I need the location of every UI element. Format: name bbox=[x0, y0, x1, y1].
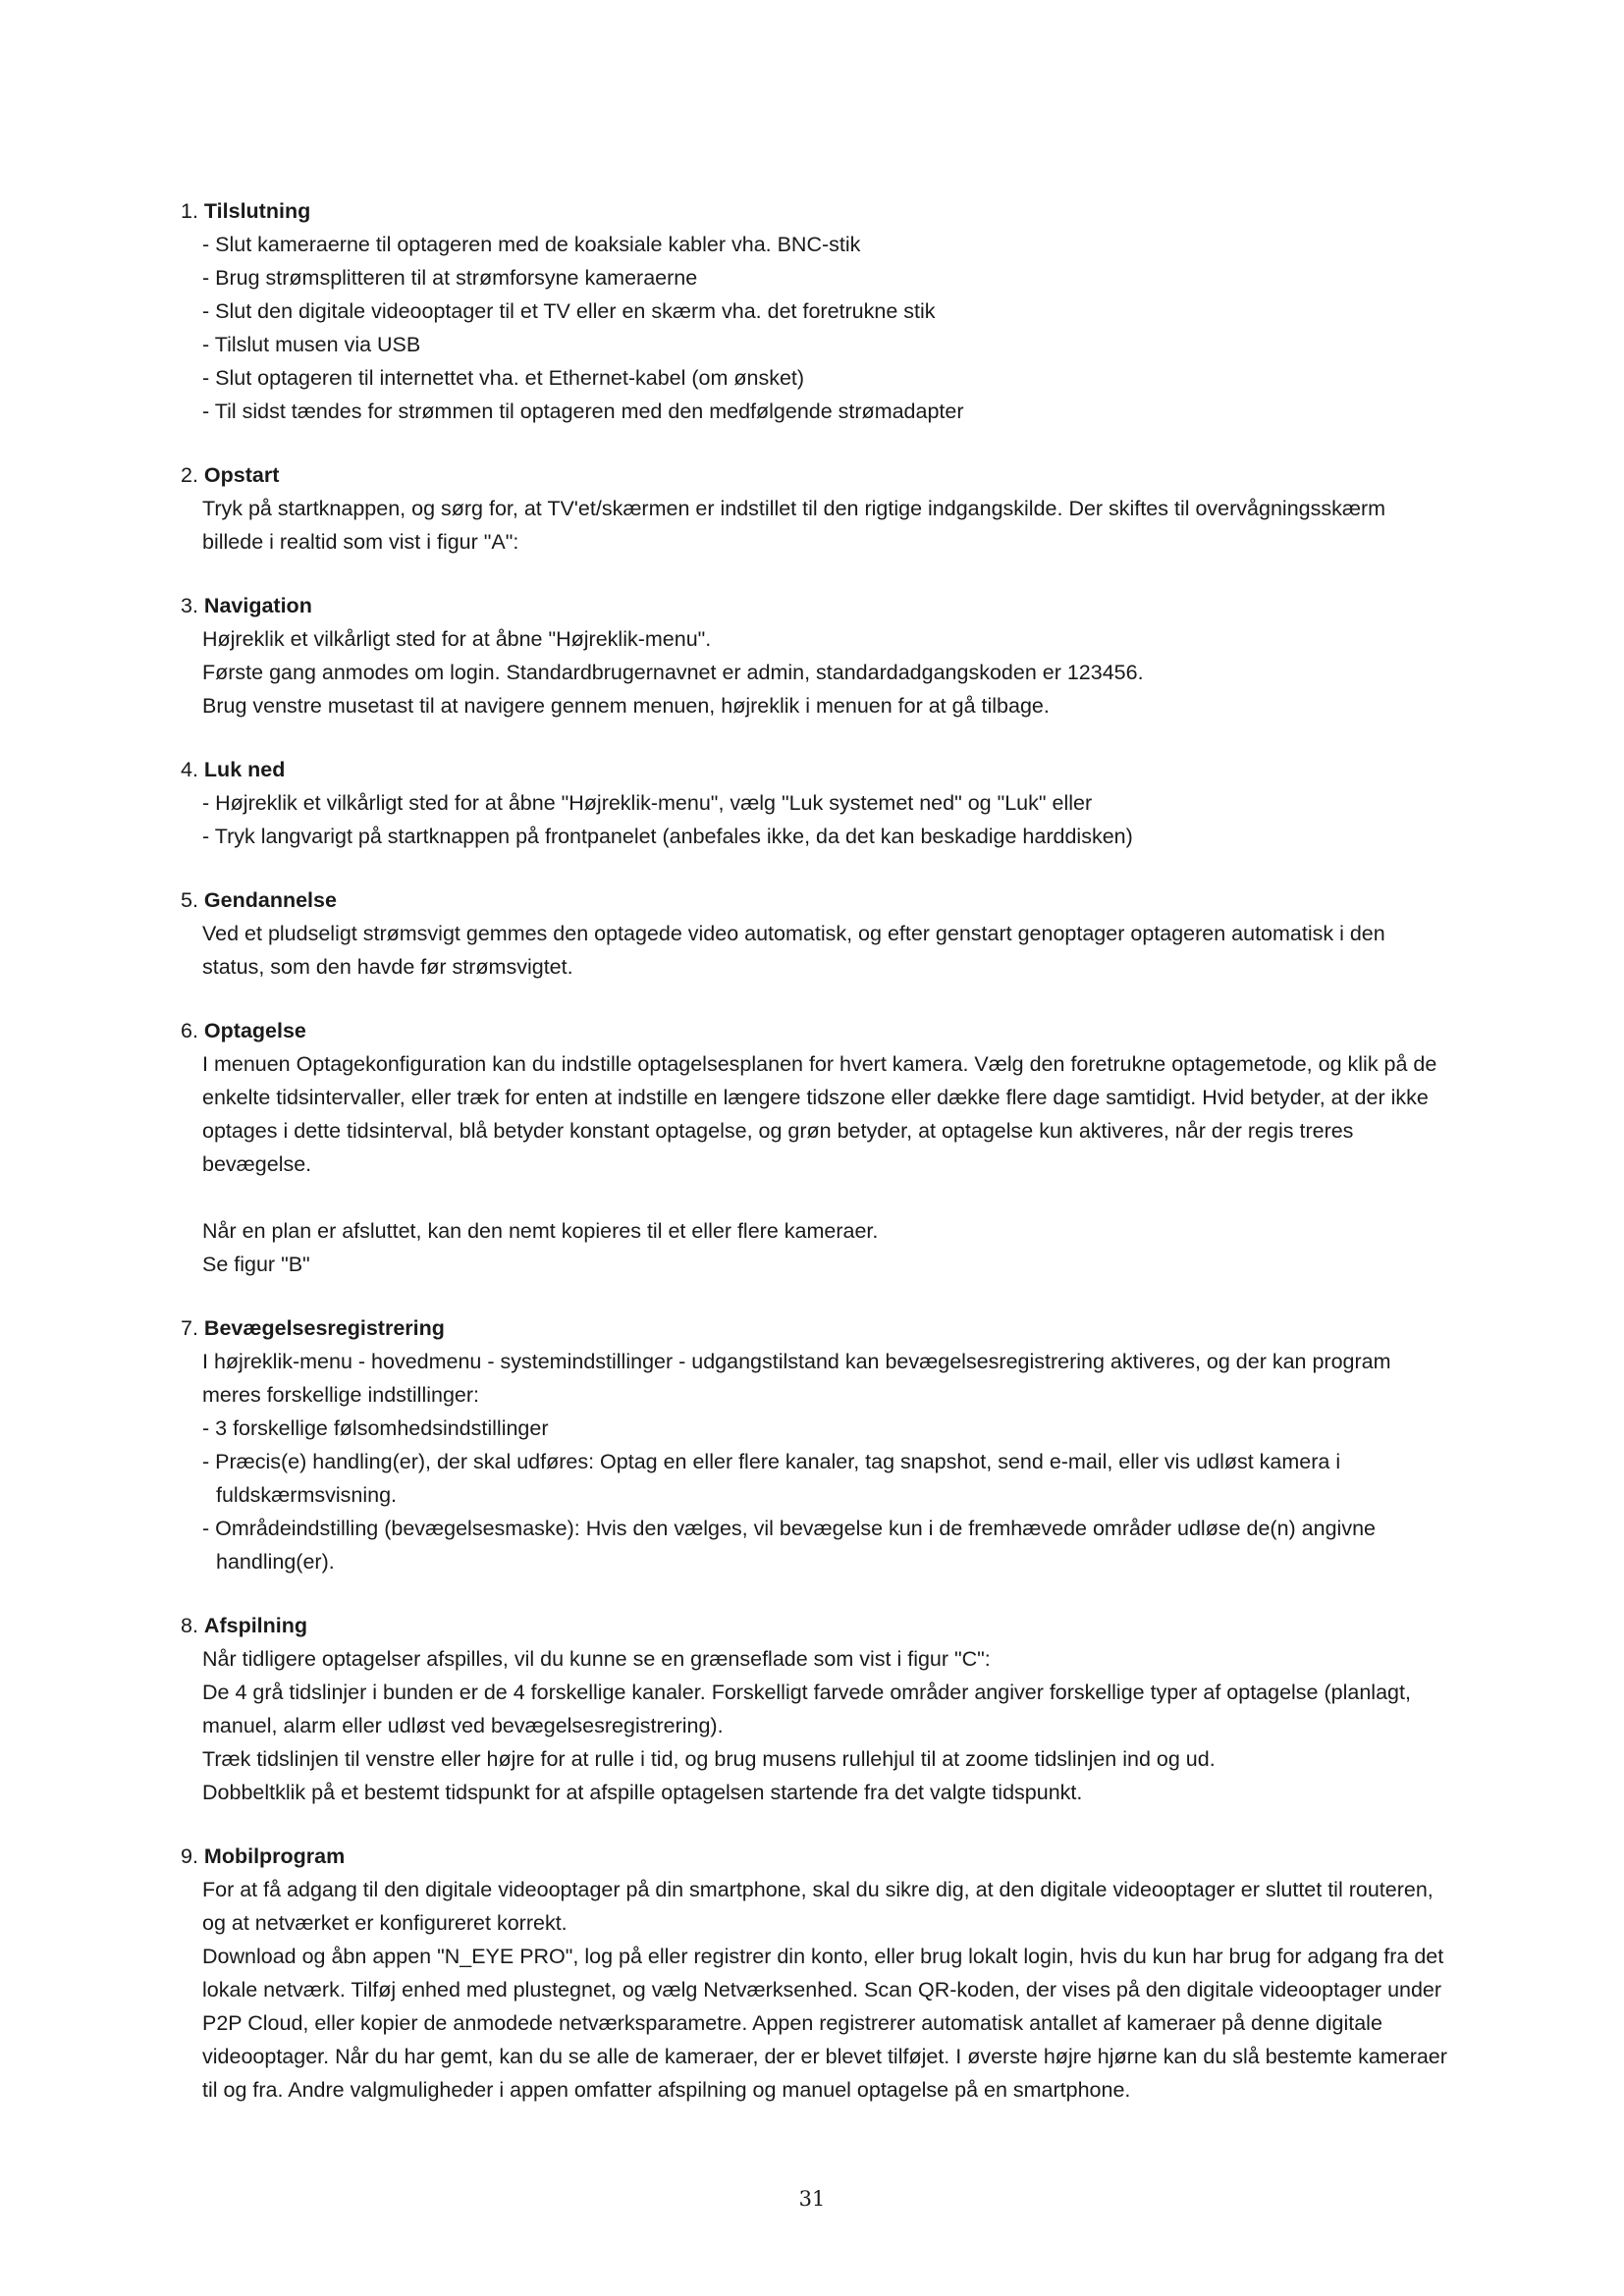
section-title: Navigation bbox=[203, 594, 312, 617]
section-heading bbox=[181, 753, 1447, 786]
paragraph: For at få adgang til den digitale videooptager på din smartphone, skal du sikre dig, at den digitale videooptager er sluttet til routeren, og at netværket er konfigureret korrekt. bbox=[202, 1878, 1434, 1935]
section-content bbox=[181, 917, 1447, 984]
section-heading bbox=[181, 589, 1447, 622]
section-title: Luk ned bbox=[203, 758, 286, 781]
section-5 bbox=[181, 883, 1447, 984]
section-1 bbox=[181, 194, 1447, 428]
section-title: Bevægelsesregistrering bbox=[203, 1316, 445, 1340]
page-number: 31 bbox=[798, 2187, 826, 2211]
paragraph: Download og åbn appen "N_EYE PRO", log på eller registrer din konto, eller brug lokalt login, hvis du kun har brug for adgang fra det lokale netværk. Tilføj enhed med plustegnet, og vælg Netværksenhed. Scan QR-koden, der vises på den digitale videooptager under P2P Cloud, eller kopier de anmodede netværksparametre. Appen registrerer automatisk antallet af kameraer på denne digitale videooptager. Når du har gemt, kan du se alle de kameraer, der er blevet tilføjet. I øverste højre hjørne kan du slå bestemte kameraer til og fra. Andre valgmuligheder i appen omfatter afspilning og manuel optagelse på en smartphone. bbox=[202, 1945, 1447, 2102]
section-number: 4. bbox=[181, 758, 198, 781]
section-content bbox=[181, 1642, 1447, 1809]
bullet-item: - Højreklik et vilkårligt sted for at åbne "Højreklik-menu", vælg "Luk systemet ned" og "Luk" eller bbox=[202, 791, 1093, 815]
bullet-item: - Tryk langvarigt på startknappen på frontpanelet (anbefales ikke, da det kan beskadige harddisken) bbox=[202, 825, 1133, 848]
paragraph: Se figur "B" bbox=[202, 1253, 310, 1276]
section-9 bbox=[181, 1840, 1447, 2107]
bullet-item: - 3 forskellige følsomhedsindstillinger bbox=[202, 1416, 549, 1440]
section-number: 8. bbox=[181, 1614, 198, 1637]
section-heading bbox=[181, 1014, 1447, 1047]
bullet-item: - Til sidst tændes for strømmen til optageren med den medfølgende strømadapter bbox=[202, 400, 964, 423]
section-number: 5. bbox=[181, 888, 198, 912]
paragraph: Højreklik et vilkårligt sted for at åbne "Højreklik-menu". bbox=[202, 627, 712, 651]
section-title: Afspilning bbox=[203, 1614, 308, 1637]
section-content bbox=[181, 1345, 1447, 1578]
section-title: Gendannelse bbox=[203, 888, 337, 912]
paragraph-gap bbox=[202, 1181, 1447, 1214]
section-8 bbox=[181, 1609, 1447, 1809]
document-body bbox=[181, 194, 1447, 2137]
bullet-item: - Slut kameraerne til optageren med de koaksiale kabler vha. BNC-stik bbox=[202, 233, 861, 256]
paragraph: Træk tidslinjen til venstre eller højre for at rulle i tid, og brug musens rullehjul til at zoome tidslinjen ind og ud. bbox=[202, 1747, 1216, 1771]
paragraph: Når tidligere optagelser afspilles, vil du kunne se en grænseflade som vist i figur "C": bbox=[202, 1647, 991, 1671]
section-content bbox=[181, 492, 1447, 559]
section-title: Mobilprogram bbox=[203, 1844, 346, 1868]
bullet-item: - Slut optageren til internettet vha. et Ethernet-kabel (om ønsket) bbox=[202, 366, 805, 390]
section-content bbox=[181, 786, 1447, 853]
section-number: 1. bbox=[181, 199, 198, 223]
paragraph: Dobbeltklik på et bestemt tidspunkt for at afspille optagelsen startende fra det valgte tidspunkt. bbox=[202, 1781, 1083, 1804]
section-number: 6. bbox=[181, 1019, 198, 1042]
section-title: Opstart bbox=[203, 463, 280, 487]
section-content bbox=[181, 622, 1447, 722]
paragraph: I højreklik-menu - hovedmenu - systemindstillinger - udgangstilstand kan bevægelsesregistrering aktiveres, og der kan program meres forskellige indstillinger: bbox=[202, 1350, 1391, 1407]
section-7 bbox=[181, 1311, 1447, 1578]
section-title: Optagelse bbox=[203, 1019, 306, 1042]
section-title: Tilslutning bbox=[203, 199, 311, 223]
section-heading bbox=[181, 1609, 1447, 1642]
section-number: 3. bbox=[181, 594, 198, 617]
section-heading bbox=[181, 883, 1447, 917]
section-number: 9. bbox=[181, 1844, 198, 1868]
section-3 bbox=[181, 589, 1447, 722]
section-content bbox=[181, 1047, 1447, 1281]
bullet-item: - Brug strømsplitteren til at strømforsyne kameraerne bbox=[202, 266, 698, 290]
section-2 bbox=[181, 458, 1447, 559]
paragraph: Første gang anmodes om login. Standardbrugernavnet er admin, standardadgangskoden er 123456. bbox=[202, 661, 1144, 684]
paragraph: De 4 grå tidslinjer i bunden er de 4 forskellige kanaler. Forskelligt farvede områder angiver forskellige typer af optagelse (planlagt, manuel, alarm eller udløst ved bevægelsesregistrering). bbox=[202, 1681, 1411, 1737]
paragraph: Ved et pludseligt strømsvigt gemmes den optagede video automatisk, og efter genstart genoptager optageren automatisk i den status, som den havde før strømsvigtet. bbox=[202, 922, 1385, 979]
bullet-item: - Områdeindstilling (bevægelsesmaske): Hvis den vælges, vil bevægelse kun i de fremhævede områder udløse de(n) angivne handling(er). bbox=[202, 1517, 1376, 1574]
bullet-item: - Slut den digitale videooptager til et TV eller en skærm vha. det foretrukne stik bbox=[202, 299, 936, 323]
section-content bbox=[181, 228, 1447, 428]
section-content bbox=[181, 1873, 1447, 2107]
paragraph: Brug venstre musetast til at navigere gennem menuen, højreklik i menuen for at gå tilbage. bbox=[202, 694, 1050, 718]
section-number: 7. bbox=[181, 1316, 198, 1340]
section-4 bbox=[181, 753, 1447, 853]
paragraph: Når en plan er afsluttet, kan den nemt kopieres til et eller flere kameraer. bbox=[202, 1219, 879, 1243]
paragraph: Tryk på startknappen, og sørg for, at TV'et/skærmen er indstillet til den rigtige indgangskilde. Der skiftes til overvågningsskærm billede i realtid som vist i figur "A": bbox=[202, 497, 1386, 554]
section-heading bbox=[181, 1311, 1447, 1345]
section-heading bbox=[181, 1840, 1447, 1873]
section-heading bbox=[181, 458, 1447, 492]
bullet-item: - Præcis(e) handling(er), der skal udføres: Optag en eller flere kanaler, tag snapshot, send e-mail, eller vis udløst kamera i fuldskærmsvisning. bbox=[202, 1450, 1341, 1507]
section-number: 2. bbox=[181, 463, 198, 487]
section-6 bbox=[181, 1014, 1447, 1281]
section-heading bbox=[181, 194, 1447, 228]
paragraph: I menuen Optagekonfiguration kan du indstille optagelsesplanen for hvert kamera. Vælg den foretrukne optagemetode, og klik på de enkelte tidsintervaller, eller træk for enten at indstille en længere tidszone eller dække flere dage samtidigt. Hvid betyder, at der ikke optages i dette tidsinterval, blå betyder konstant optagelse, og grøn betyder, at optagelse kun aktiveres, når der regis treres bevægelse. bbox=[202, 1052, 1437, 1176]
bullet-item: - Tilslut musen via USB bbox=[202, 333, 421, 356]
